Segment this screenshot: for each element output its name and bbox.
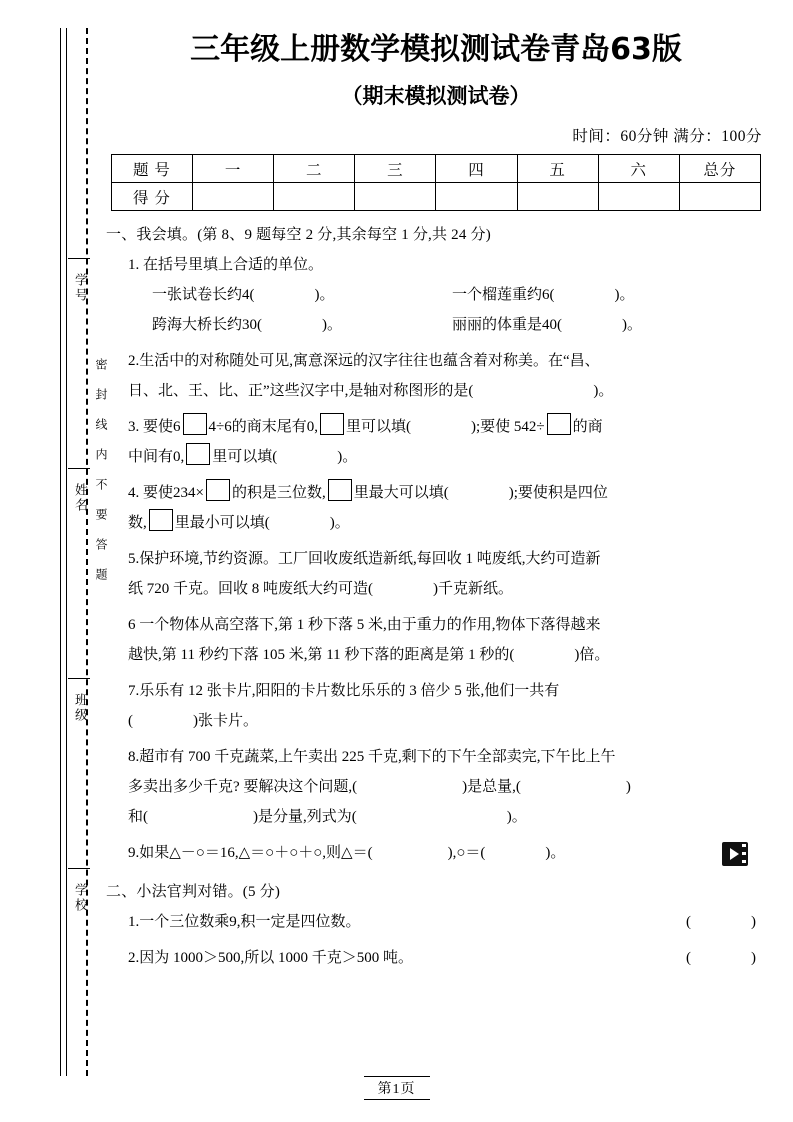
question-8-line3: 和( )是分量,列式为( )。 [128,809,527,825]
exam-info: 时间：60分钟 满分：100分 [572,128,762,145]
question-7 [106,676,766,706]
question-5-line2: 纸 720 千克。回收 8 吨废纸大约可造( )千克新纸。 [128,581,513,597]
video-icon-bar-mid [742,852,746,855]
question-7-line2: ( )张卡片。 [128,713,258,729]
score-cell-4[interactable] [436,183,517,211]
answer-box-q3-2[interactable] [320,413,344,435]
page-subtitle: （期末模拟测试卷） [341,84,531,108]
section2-question-1-answer-mark[interactable]: ( ) [686,914,756,930]
question-7-number: 7. [128,683,140,699]
question-3-line1-d: 的商 [572,419,603,435]
score-cell-1[interactable] [193,183,274,211]
question-2-line2: 日、北、王、比、正”这些汉字中,是轴对称图形的是( )。 [128,383,614,399]
seal-dashed-line [86,28,88,1076]
exam-content [106,24,766,973]
question-3-line2-a: 中间有0, [128,449,185,465]
seal-label-school: 学校 [73,883,88,913]
question-2-number: 2. [128,353,140,369]
question-4-line1-c: 里最大可以填( );要使积是四位 [353,485,608,501]
question-1-text: 在括号里填上合适的单位。 [143,257,324,273]
question-8 [106,742,766,772]
score-table-col-4: 四 [436,155,517,183]
question-4-line1-a: 要使234× [143,485,204,501]
question-5-line1: 保护环境,节约资源。工厂回收废纸造新纸,每回收 1 吨废纸,大约可造新 [139,551,601,567]
score-cell-total[interactable] [679,183,760,211]
question-2-line2-wrap [106,376,766,406]
question-1-sub1-right: 一个榴莲重约6( )。 [452,287,635,303]
question-2-line1: 生活中的对称随处可见,寓意深远的汉字往往也蕴含着对称美。在“昌、 [139,353,600,369]
question-4-line2 [106,508,766,538]
video-icon-bar-top [742,844,746,847]
page-footer [0,1076,793,1100]
section-heading-1: 一、我会填。(第 8、9 题每空 2 分,其余每空 1 分,共 24 分) [106,227,491,243]
answer-box-q4-3[interactable] [149,509,173,531]
question-3-line2-b: 里可以填( )。 [212,449,358,465]
question-1-subrow-1 [106,280,766,310]
question-3-number: 3. [128,419,140,435]
seal-label-name: 姓名 [73,483,88,513]
question-1-sub2-right: 丽丽的体重是40( )。 [452,317,642,333]
question-9-number: 9. [128,845,140,861]
section-heading-2: 二、小法官判对错。(5 分) [106,884,281,900]
question-5-number: 5. [128,551,140,567]
section2-question-1-text: 一个三位数乘9,积一定是四位数。 [139,914,361,930]
question-1-subrow-2 [106,310,766,340]
seal-column [44,28,108,1076]
question-8-line1: 超市有 700 千克蔬菜,上午卖出 225 千克,剩下的下午全部卖完,下午比上午 [139,749,616,765]
seal-line-outer [60,28,61,1076]
question-1-sub2-left: 跨海大桥长约30( )。 [152,317,342,333]
score-table-col-total: 总分 [679,155,760,183]
score-cell-5[interactable] [517,183,598,211]
question-4-line1-b: 的积是三位数, [231,485,326,501]
question-6-line2: 越快,第 11 秒约下落 105 米,第 11 秒下落的距离是第 1 秒的( )倍。 [128,647,610,663]
question-3-line1-c: 里可以填( );要使 542÷ [346,419,545,435]
seal-rule-4 [68,868,90,869]
question-5 [106,544,766,574]
question-6-number: 6 [128,617,136,633]
answer-box-q3-3[interactable] [547,413,571,435]
score-table-col-1: 一 [193,155,274,183]
question-7-line1: 乐乐有 12 张卡片,阳阳的卡片数比乐乐的 3 倍少 5 张,他们一共有 [139,683,560,699]
seal-label-class: 班级 [73,693,88,723]
section2-question-2 [106,943,766,973]
question-9 [106,838,766,868]
question-1-sub1-left: 一张试卷长约4( )。 [152,287,335,303]
section2-question-2-answer-mark[interactable]: ( ) [686,950,756,966]
seal-label-student-id: 学号 [73,273,88,303]
section2-question-2-number: 2. [128,950,140,966]
question-4 [106,478,766,508]
question-1 [106,250,766,280]
section2-question-1-number: 1. [128,914,140,930]
table-row-score [112,183,761,211]
question-3-line1-b: 4÷6的商末尾有0, [208,419,318,435]
score-table-row-label-2: 得 分 [112,183,193,211]
question-3-line2 [106,442,766,472]
question-8-number: 8. [128,749,140,765]
score-table-col-3: 三 [355,155,436,183]
seal-line-inner [66,28,67,1076]
question-9-line1: 如果△－○＝16,△＝○＋○＋○,则△＝( ),○＝( )。 [139,845,566,861]
answer-box-q4-1[interactable] [206,479,230,501]
section2-question-1 [106,907,766,937]
seal-rule-3 [68,678,90,679]
page-number: 第1页 [364,1076,430,1100]
table-row-header [112,155,761,183]
score-cell-2[interactable] [274,183,355,211]
answer-box-q4-2[interactable] [328,479,352,501]
question-3-line1-a: 要使6 [143,419,181,435]
score-table-col-6: 六 [598,155,679,183]
answer-box-q3-4[interactable] [186,443,210,465]
question-6-line1: 一个物体从高空落下,第 1 秒下落 5 米,由于重力的作用,物体下落得越来 [139,617,601,633]
score-cell-6[interactable] [598,183,679,211]
question-2 [106,346,766,376]
seal-rule-1 [68,258,90,259]
question-4-line2-a: 数, [128,515,147,531]
score-table-col-2: 二 [274,155,355,183]
question-6 [106,610,766,640]
question-8-line2: 多卖出多少千克? 要解决这个问题,( )是总量,( ) [128,779,631,795]
page-title: 三年级上册数学模拟测试卷青岛63版 [190,32,682,67]
question-3 [106,412,766,442]
question-1-number: 1. [128,257,140,273]
video-play-icon[interactable] [722,842,748,866]
seal-phrase: 密 封 线 内 不 要 答 题 [94,358,108,583]
score-table [111,154,761,211]
score-cell-3[interactable] [355,183,436,211]
seal-rule-2 [68,468,90,469]
section2-question-2-text: 因为 1000＞500,所以 1000 千克＞500 吨。 [139,950,414,966]
video-icon-bar-bottom [742,860,746,863]
question-4-line2-b: 里最小可以填( )。 [174,515,350,531]
score-table-row-label-1: 题 号 [112,155,193,183]
score-table-col-5: 五 [517,155,598,183]
question-4-number: 4. [128,485,140,501]
answer-box-q3-1[interactable] [183,413,207,435]
